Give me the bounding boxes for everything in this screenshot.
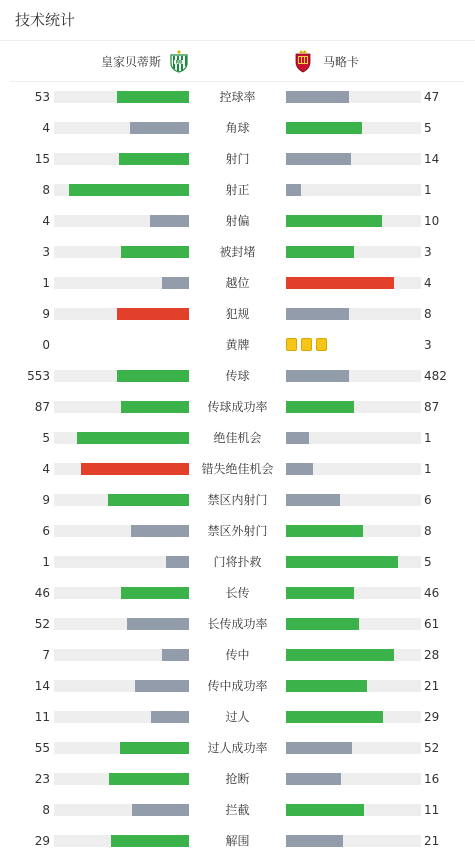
home-stat-bar [127,618,189,630]
team-header-divider [10,81,465,82]
away-stat-value: 5 [424,121,432,135]
away-stat-value: 3 [424,338,432,352]
away-stat-value: 21 [424,679,440,693]
away-stat-bar-track [286,153,421,165]
away-stat-bar [286,122,362,134]
home-stat-bar-track [54,804,189,816]
home-stat-bar [135,680,189,692]
home-stat-value: 3 [42,245,50,259]
stat-label: 长传 [225,586,250,600]
home-stat-bar [119,153,189,165]
away-stat-bar-track [286,91,421,103]
home-stat-bar [111,835,189,847]
away-stat-bar [286,432,309,444]
away-yellow-cards [286,338,331,352]
home-stat-bar-track [54,618,189,630]
home-stat-bar-track [54,773,189,785]
stat-label: 长传成功率 [207,617,268,631]
away-stat-bar [286,773,341,785]
away-stat-bar [286,215,382,227]
stat-row [0,767,475,791]
stat-label: 传中 [225,648,250,662]
away-stat-value: 8 [424,524,432,538]
home-stat-bar [121,246,189,258]
home-stat-bar-track [54,680,189,692]
home-stat-bar-track [54,277,189,289]
away-stat-bar [286,680,367,692]
stat-label: 拦截 [225,803,250,817]
home-stat-bar-track [54,463,189,475]
away-stat-bar-track [286,525,421,537]
yellow-card-icon [316,338,327,351]
home-stat-bar [120,742,189,754]
home-stat-value: 14 [34,679,50,693]
home-stat-value: 8 [42,183,50,197]
away-stat-bar-track [286,804,421,816]
home-stat-bar-track [54,556,189,568]
page-title: 技术统计 [15,11,76,29]
real-betis-crest-icon [169,49,189,73]
away-stat-value: 5 [424,555,432,569]
stat-row [0,209,475,233]
home-team[interactable] [101,48,189,74]
away-stat-bar [286,804,364,816]
away-stat-value: 3 [424,245,432,259]
away-stat-value: 6 [424,493,432,507]
home-stat-value: 53 [34,90,50,104]
stat-row [0,364,475,388]
away-stat-bar [286,618,359,630]
home-stat-bar [69,184,189,196]
stat-row [0,271,475,295]
stat-row [0,85,475,109]
away-stat-bar-track [286,773,421,785]
away-stat-bar-track [286,308,421,320]
home-stat-value: 52 [34,617,50,631]
away-stat-value: 47 [424,90,440,104]
home-stat-value: 1 [42,555,50,569]
away-stat-bar-track [286,370,421,382]
yellow-card-icon [301,338,312,351]
home-stat-bar [150,215,189,227]
stat-row [0,333,475,357]
away-stat-bar-track [286,680,421,692]
yellow-card-icon [286,338,297,351]
home-stat-bar [132,804,189,816]
stat-label: 门将扑救 [213,555,262,569]
away-stat-bar [286,184,301,196]
stat-label: 解围 [225,834,250,848]
away-stat-bar-track [286,494,421,506]
stat-label: 控球率 [219,90,256,104]
stat-label: 绝佳机会 [213,431,262,445]
away-stat-value: 61 [424,617,440,631]
stat-label: 传中成功率 [207,679,268,693]
home-stat-bar [151,711,189,723]
stat-row [0,550,475,574]
away-stat-value: 28 [424,648,440,662]
home-stat-bar [162,649,189,661]
away-stat-value: 11 [424,803,440,817]
home-stat-value: 7 [42,648,50,662]
home-stat-bar-track [54,742,189,754]
away-stat-value: 482 [424,369,447,383]
stat-label: 抢断 [225,772,250,786]
away-stat-bar-track [286,711,421,723]
home-stat-value: 0 [42,338,50,352]
away-stat-value: 1 [424,183,432,197]
away-stat-bar-track [286,463,421,475]
stat-label: 传球 [225,369,250,383]
stat-label: 被封堵 [219,245,256,259]
home-stat-bar-track [54,494,189,506]
stat-row [0,457,475,481]
stat-row [0,302,475,326]
away-team-name: 马略卡 [323,54,360,69]
home-stat-value: 55 [34,741,50,755]
stat-label: 禁区内射门 [207,493,268,507]
stat-row [0,147,475,171]
away-stat-bar-track [286,835,421,847]
stat-row [0,116,475,140]
away-stat-bar [286,463,313,475]
svg-text:RB: RB [175,59,183,65]
stat-row [0,798,475,822]
away-stat-bar-track [286,618,421,630]
stat-label: 过人成功率 [207,741,268,755]
away-stat-bar-track [286,587,421,599]
home-stat-bar [130,122,189,134]
home-stat-bar-track [54,153,189,165]
stat-label: 角球 [225,121,250,135]
stat-row [0,395,475,419]
away-stat-bar-track [286,184,421,196]
stat-label: 过人 [225,710,250,724]
away-stat-bar [286,711,383,723]
home-stat-value: 553 [27,369,50,383]
home-stat-bar-track [54,587,189,599]
stat-row [0,736,475,760]
home-stat-value: 4 [42,121,50,135]
stat-label: 射偏 [225,214,250,228]
away-stat-value: 4 [424,276,432,290]
stat-row [0,426,475,450]
home-stat-value: 6 [42,524,50,538]
away-stat-bar-track [286,401,421,413]
away-stat-bar-track [286,742,421,754]
away-stat-bar [286,153,351,165]
stat-row [0,178,475,202]
home-stat-value: 4 [42,462,50,476]
away-stat-value: 1 [424,462,432,476]
home-stat-value: 9 [42,493,50,507]
home-stat-value: 23 [34,772,50,786]
home-stat-bar-track [54,308,189,320]
home-stat-value: 4 [42,214,50,228]
away-stat-bar-track [286,432,421,444]
away-stat-value: 10 [424,214,440,228]
home-stat-bar-track [54,835,189,847]
away-stat-bar-track [286,246,421,258]
away-stat-value: 52 [424,741,440,755]
home-stat-bar [121,401,189,413]
away-stat-bar [286,246,354,258]
away-stat-bar [286,308,349,320]
home-stat-bar [117,370,189,382]
away-stat-bar-track [286,277,421,289]
stat-row [0,829,475,853]
stat-row [0,240,475,264]
stat-row [0,519,475,543]
home-stat-bar [131,525,189,537]
stat-row [0,488,475,512]
home-stat-bar-track [54,122,189,134]
home-stat-bar-track [54,525,189,537]
home-stat-bar [162,277,189,289]
away-stat-bar-track [286,122,421,134]
home-stat-bar [81,463,189,475]
stat-row [0,612,475,636]
home-stat-value: 5 [42,431,50,445]
away-stat-value: 21 [424,834,440,848]
home-stat-bar-track [54,246,189,258]
away-stat-value: 8 [424,307,432,321]
stat-label: 黄牌 [225,338,250,352]
home-stat-bar [108,494,189,506]
home-stat-bar [121,587,189,599]
away-stat-value: 46 [424,586,440,600]
away-stat-bar [286,556,398,568]
home-stat-value: 9 [42,307,50,321]
away-stat-bar [286,649,394,661]
away-stat-bar [286,277,394,289]
away-stat-bar [286,742,352,754]
away-stat-bar [286,587,354,599]
home-stat-value: 87 [34,400,50,414]
away-stat-value: 29 [424,710,440,724]
home-stat-bar [109,773,189,785]
mallorca-crest-icon [293,49,313,73]
away-team[interactable] [293,48,359,74]
home-stat-bar-track [54,432,189,444]
away-stat-bar-track [286,649,421,661]
away-stat-value: 1 [424,431,432,445]
stat-label: 越位 [225,276,250,290]
home-stat-bar [117,308,189,320]
home-stat-value: 29 [34,834,50,848]
home-stat-value: 8 [42,803,50,817]
away-stat-value: 14 [424,152,440,166]
away-stat-value: 16 [424,772,440,786]
home-stat-bar-track [54,91,189,103]
away-stat-bar-track [286,556,421,568]
home-stat-value: 11 [34,710,50,724]
stat-label: 禁区外射门 [207,524,268,538]
stat-row [0,705,475,729]
home-stat-bar-track [54,649,189,661]
home-stat-bar-track [54,370,189,382]
home-stat-bar-track [54,401,189,413]
stat-row [0,643,475,667]
away-stat-bar-track [286,215,421,227]
stat-label: 射门 [225,152,250,166]
away-stat-bar [286,401,354,413]
away-stat-bar [286,525,363,537]
stat-label: 传球成功率 [207,400,268,414]
home-stat-bar [77,432,189,444]
header-divider [0,40,475,41]
home-stat-bar-track [54,711,189,723]
stat-label: 射正 [225,183,250,197]
away-stat-bar [286,494,340,506]
home-stat-value: 1 [42,276,50,290]
home-stat-value: 46 [34,586,50,600]
away-stat-bar [286,91,349,103]
away-stat-value: 87 [424,400,440,414]
stat-label: 错失绝佳机会 [201,462,274,476]
home-stat-bar-track [54,184,189,196]
home-stat-value: 15 [34,152,50,166]
home-stat-bar-track [54,215,189,227]
away-stat-bar [286,370,349,382]
stat-row [0,581,475,605]
stat-row [0,674,475,698]
home-team-name: 皇家贝蒂斯 [101,54,162,69]
home-stat-bar [166,556,189,568]
home-stat-bar [117,91,189,103]
stat-label: 犯规 [225,307,250,321]
away-stat-bar [286,835,343,847]
